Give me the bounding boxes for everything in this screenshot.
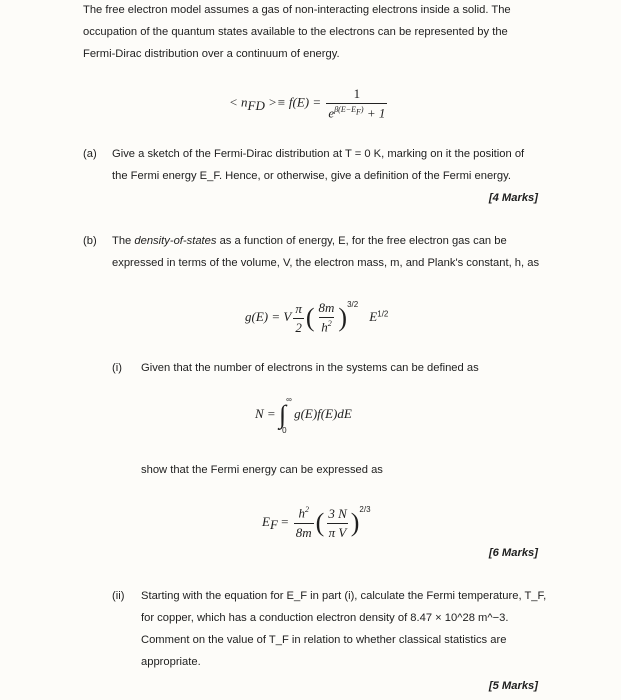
- electron-number-integral: N = ∫ ∞ 0 g(E)f(E)dE: [255, 395, 352, 435]
- part-ii-line-4: appropriate.: [141, 656, 201, 668]
- intro-line-3: Fermi-Dirac distribution over a continuum of energy.: [83, 48, 340, 60]
- part-b-line-1: The density-of-states as a function of energy, E, for the free electron gas can be: [112, 235, 507, 247]
- density-of-states-equation: g(E) = V $\frac{\pi}{2}$ ( $\frac{8m}{h^2}$ )$^{3/2}$ $E^{1/2}$: [245, 300, 389, 335]
- part-b-label: (b): [83, 235, 97, 247]
- intro-line-1: The free electron model assumes a gas of non-interacting electrons inside a solid. The: [83, 4, 511, 16]
- part-a-line-1: Give a sketch of the Fermi-Dirac distribution at T = 0 K, marking on it the position of: [112, 148, 525, 160]
- fermi-dirac-equation: < $n_{FD} >\equiv f(E)$ = $\frac{1}{e^{\beta(E-E_F)} + 1}$: [229, 86, 386, 121]
- part-i-line-1: Given that the number of electrons in the systems can be defined as: [141, 362, 479, 374]
- part-a-label: (a): [83, 148, 97, 160]
- part-b-line-2: expressed in terms of the volume, V, the electron mass, m, and Plank's constant, h, as: [112, 257, 540, 269]
- part-i-line-2: show that the Fermi energy can be expressed as: [141, 464, 383, 476]
- fermi-energy-equation: $E_F$ = $\frac{h^2}{8m}$ ( $\frac{3 N}{\text{π V}}$ )$^{2/3}$: [262, 505, 371, 540]
- part-ii-line-2: for copper, which has a conduction electron density of 8.47 × 10^28 m^−3.: [141, 612, 509, 624]
- part-a-marks: [4 Marks]: [488, 192, 538, 204]
- part-ii-label: (ii): [112, 590, 125, 602]
- part-ii-line-3: Comment on the value of T_F in relation to whether classical statistics are: [141, 634, 507, 646]
- part-a-line-2: the Fermi energy E_F. Hence, or otherwise, give a definition of the Fermi energy.: [112, 170, 512, 182]
- part-ii-line-1: Starting with the equation for E_F in part (i), calculate the Fermi temperature, T_F,: [141, 590, 547, 602]
- intro-line-2: occupation of the quantum states available to the electrons can be represented by the: [83, 26, 508, 38]
- part-i-label: (i): [112, 362, 122, 374]
- part-ii-marks: [5 Marks]: [488, 680, 538, 692]
- part-i-marks: [6 Marks]: [488, 547, 538, 559]
